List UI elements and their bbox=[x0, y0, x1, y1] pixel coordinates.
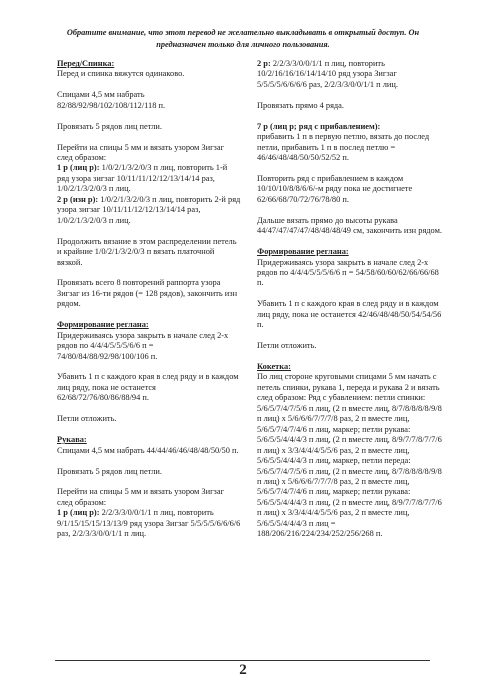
row-2-instruction bbox=[57, 195, 241, 226]
purl-rows-text: Провязать 5 рядов лиц петли. bbox=[57, 121, 162, 131]
continue-text: Продолжить вязание в этом распределении петель и крайние 1/0/2/1/3/2/0/3 п вязать платочной вязкой. bbox=[57, 236, 237, 267]
straight-text: Провязать прямо 4 ряда. bbox=[257, 100, 344, 110]
notice-line-2: предназначен только для личного пользования. bbox=[156, 39, 330, 49]
raglan-text: Придерживаясь узора закрыть в начале след 2-х рядов по 4/4/4/5/5/5/6/6 п = 74/80/84/88/92/98/100/106 п. bbox=[57, 330, 229, 361]
sleeve-raglan-text: Придерживаясь узора закрыть в начале след 2-х рядов по 4/4/4/5/5/5/6/6 п = 54/58/60/60/62/66/66/68 п. bbox=[257, 257, 439, 288]
row-2-text: 1/0/2/1/3/2/0/3 п лиц, повторить 2-й ряд узора зигзаг 10/11/11/12/12/13/14/14 раз, 1/0/2/1/3/2/0/3 п лиц. bbox=[57, 194, 241, 225]
sleeve-hold-text: Петли отложить. bbox=[257, 341, 317, 351]
row-1-label: 1 р (лиц р): bbox=[57, 163, 100, 173]
notice-banner bbox=[40, 27, 446, 50]
sleeve-row-2-text: 2/2/3/3/0/0/1/1 п лиц, повторить 10/2/16/16/16/14/14/10 ряд узора Зигзаг 5/5/5/5/6/6/6/6 раз, 2/2/3/3/0/0/1/1 п лиц. bbox=[257, 59, 398, 89]
decrease-text: Убавить 1 п с каждого края в след ряду и в каждом лиц ряду, пока не останется 62/68/72/76/80/86/88/94 п. bbox=[57, 372, 239, 403]
repeats-text: Провязать всего 8 повторений раппорта узора Зигзаг из 16-ти рядов (= 128 рядов), закончить изн рядом. bbox=[57, 278, 238, 309]
repeat-increase-text: Повторить ряд с прибавлением в каждом 10/10/10/8/8/6/6/-м ряду пока не достигнете 62/66/68/70/72/76/78/80 п. bbox=[257, 173, 413, 204]
sleeve-heading: Рукава: bbox=[57, 435, 87, 445]
yoke-heading: Кокетка: bbox=[257, 362, 291, 372]
raglan-heading: Формирование реглана: bbox=[57, 320, 149, 330]
sleeve-row-1-instruction bbox=[57, 508, 241, 539]
footer-rule bbox=[55, 660, 430, 661]
sleeve-row-2-label: 2 р: bbox=[257, 59, 271, 68]
sleeve-row-1-text: 2/2/3/3/0/0/1/1 п лиц, повторить 9/1/15/15/15/13/13/9 ряд узора Зигзаг 5/5/5/5/6/6/6/6 раз, 2/2/3/3/0/0/1/1 п лиц. bbox=[57, 508, 241, 539]
notice-line-1: Обратите внимание, что этот перевод не желательно выкладывать в открытый доступ. Он bbox=[66, 28, 420, 37]
sleeve-cast-on: Спицами 4,5 мм набрать 44/44/46/46/48/48/50/50 п. bbox=[57, 445, 239, 455]
hold-text: Петли отложить. bbox=[57, 414, 117, 424]
sleeve-raglan-heading: Формирование реглана: bbox=[257, 247, 349, 257]
cast-on-text: Спицами 4,5 мм набрать 82/88/92/98/102/108/112/118 п. bbox=[57, 90, 166, 110]
row-1-instruction bbox=[57, 163, 241, 194]
page-number: 2 bbox=[239, 662, 247, 678]
left-column bbox=[57, 59, 241, 540]
sleeve-purl-rows: Провязать 5 рядов лиц петли. bbox=[57, 466, 162, 476]
row-7-text: прибавить 1 п в первую петлю, вязать до послед петли, прибавить 1 п в послед петлю = 46/46/48/48/50/50/52/52 п. bbox=[257, 132, 430, 163]
sleeve-switch-text: Перейти на спицы 5 мм и вязать узором Зигзаг след образом: bbox=[57, 487, 225, 507]
front-back-text: Перед и спинка вяжутся одинаково. bbox=[57, 69, 185, 79]
sleeve-row-2-instruction bbox=[257, 59, 442, 90]
row-2-label: 2 р (изн р): bbox=[57, 194, 99, 204]
sleeve-row-1-label: 1 р (лиц р): bbox=[57, 508, 100, 518]
further-text: Дальше вязать прямо до высоты рукава 44/47/47/47/47/48/48/48/49 см, закончить изн рядом. bbox=[257, 215, 442, 236]
switch-needles-text: Перейти на спицы 5 мм и вязать узором Зигзаг след образом: bbox=[57, 142, 225, 163]
yoke-text: По лиц стороне круговыми спицами 5 мм начать с петель спинки, рукава 1, переда и рукава 2 и вязать след образом: Ряд с убавлением: петли спинки: 5/6/5/7/4/7/5/6 п лиц, (2 п вместе лиц, 8/7/8/8/8/8/9/8 п лиц) х 5/6/6/6/7/7/7/8 раз, 2 п вместе лиц, 5/6/5/7/4/7/4/6 п лиц, маркер; петли рукава: 5/6/5/5/4/4/4/3 п лиц, (2 п вместе лиц, 8/9/7/7/8/7/7/6 п лиц) х 3/3/4/4/4/5/5/6 раз, 2 п вместе лиц, 5/6/5/5/4/4/4/3 п лиц, маркер, петли переда: 5/6/5/7/4/7/5/6 п лиц, (2 п вместе лиц, 8/7/8/8/8/8/9/8 п лиц) х 5/6/6/6/7/7/7/8 раз, 2 п вместе лиц, 5/6/5/7/4/7/4/6 п лиц, маркер; петли рукава: 5/6/5/5/4/4/4/3 п лиц, (2 п вместе лиц, 8/9/7/7/8/7/7/6 п лиц) х 3/3/4/4/4/5/5/6 раз, 2 п вместе лиц, 5/6/5/5/4/4/4/3 п лиц = 188/206/216/224/234/252/256/268 п. bbox=[257, 372, 442, 539]
right-column bbox=[257, 59, 442, 540]
front-back-heading: Перед/Спинка: bbox=[57, 59, 115, 68]
row-1-text: 1/0/2/1/3/2/0/3 п лиц, повторить 1-й ряд узора зигзаг 10/11/11/12/12/13/14/14 раз, 1/0/2/1/3/2/0/3 п лиц. bbox=[57, 163, 228, 194]
sleeve-decrease-text: Убавить 1 п с каждого края в след ряду и в каждом лиц ряду, пока не останется 42/46/48/48/50/54/54/56 п. bbox=[257, 299, 442, 330]
row-7-label: 7 р (лиц р; ряд с прибавлением): bbox=[257, 121, 381, 131]
